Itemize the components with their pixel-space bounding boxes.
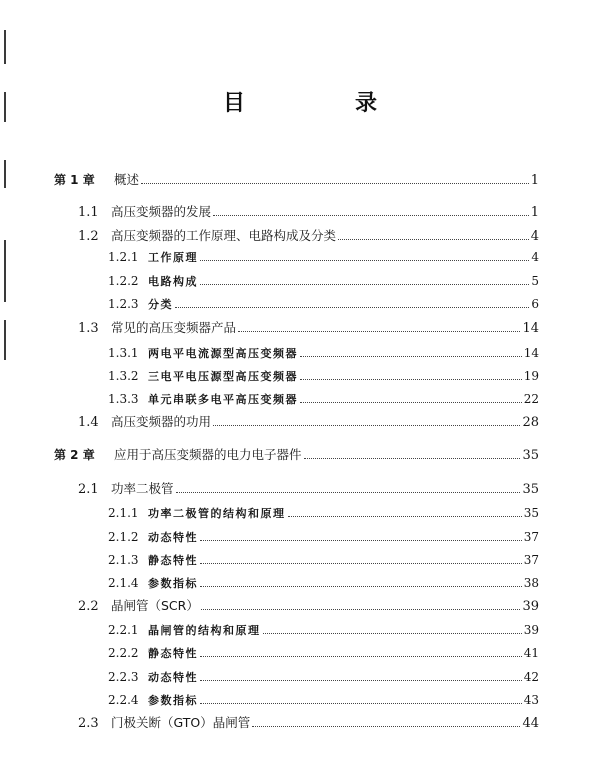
toc-number: 1.3.2 xyxy=(108,369,139,383)
toc-leader-dots xyxy=(200,284,529,285)
toc-leader-dots xyxy=(213,215,529,216)
toc-label: 功率二极管 xyxy=(111,481,174,496)
toc-label: 功率二极管的结构和原理 xyxy=(148,507,286,520)
toc-entry[interactable] xyxy=(78,226,539,246)
toc-entry[interactable] xyxy=(108,294,539,314)
toc-entry[interactable] xyxy=(108,527,539,547)
toc-page-number: 6 xyxy=(531,297,539,311)
toc-entry[interactable] xyxy=(108,271,539,291)
toc-number: 2.3 xyxy=(78,716,99,731)
toc-number: 第 1 章 xyxy=(54,173,95,187)
toc-leader-dots xyxy=(141,183,529,184)
toc-leader-dots xyxy=(288,516,522,517)
toc-number: 1.3.1 xyxy=(108,346,139,360)
toc-label: 常见的高压变频器产品 xyxy=(111,320,237,335)
toc-page-number: 37 xyxy=(523,553,539,567)
toc-entry[interactable] xyxy=(78,318,539,338)
toc-number: 2.1.3 xyxy=(108,553,139,567)
toc-page-number: 4 xyxy=(530,229,539,244)
toc-label: 动态特性 xyxy=(148,671,198,684)
toc-label: 静态特性 xyxy=(148,647,198,660)
toc-label: 电路构成 xyxy=(148,275,198,288)
toc-page-number: 42 xyxy=(523,670,539,684)
toc-entry[interactable] xyxy=(78,596,539,616)
toc-number: 1.1 xyxy=(78,205,99,220)
toc-leader-dots xyxy=(300,402,522,403)
toc-page-number: 1 xyxy=(530,205,539,220)
toc-leader-dots xyxy=(176,492,521,493)
scan-mark xyxy=(4,160,6,188)
toc-label: 动态特性 xyxy=(148,531,198,544)
toc-label: 高压变频器的工作原理、电路构成及分类 xyxy=(111,228,337,243)
toc-leader-dots xyxy=(252,726,520,727)
toc-page-number: 41 xyxy=(523,646,539,660)
toc-number: 1.3 xyxy=(78,321,99,336)
toc-leader-dots xyxy=(200,260,529,261)
toc-page-number: 35 xyxy=(522,482,539,497)
toc-page-number: 5 xyxy=(531,274,539,288)
toc-leader-dots xyxy=(238,331,520,332)
toc-number: 2.1.1 xyxy=(108,506,139,520)
toc-number: 2.2 xyxy=(78,599,99,614)
toc-number: 2.2.1 xyxy=(108,623,139,637)
toc-entry[interactable] xyxy=(54,170,539,190)
toc-label: 高压变频器的发展 xyxy=(111,204,212,219)
toc-page-number: 38 xyxy=(523,576,539,590)
toc-page-number: 1 xyxy=(530,173,539,188)
toc-label: 两电平电流源型高压变频器 xyxy=(148,347,298,360)
scan-mark xyxy=(4,30,6,64)
toc-leader-dots xyxy=(200,586,522,587)
toc-leader-dots xyxy=(201,609,521,610)
toc-number: 1.4 xyxy=(78,415,99,430)
toc-leader-dots xyxy=(200,563,522,564)
toc-number: 1.2.1 xyxy=(108,250,139,264)
toc-entry[interactable] xyxy=(108,343,539,363)
toc-number: 2.1.4 xyxy=(108,576,139,590)
toc-number: 2.2.3 xyxy=(108,670,139,684)
toc-entry[interactable] xyxy=(108,366,539,386)
toc-label: 参数指标 xyxy=(148,577,198,590)
toc-number: 第 2 章 xyxy=(54,448,95,462)
toc-entry[interactable] xyxy=(78,202,539,222)
toc-label: 分类 xyxy=(148,298,173,311)
toc-label: 参数指标 xyxy=(148,694,198,707)
toc-leader-dots xyxy=(200,656,522,657)
toc-entry[interactable] xyxy=(108,389,539,409)
toc-number: 2.2.4 xyxy=(108,693,139,707)
scan-mark xyxy=(4,320,6,360)
toc-page-number: 35 xyxy=(523,506,539,520)
toc-label: 高压变频器的功用 xyxy=(111,414,212,429)
toc-leader-dots xyxy=(300,379,522,380)
toc-leader-dots xyxy=(200,680,522,681)
toc-label: 工作原理 xyxy=(148,251,198,264)
scan-mark xyxy=(4,240,6,302)
toc-label: 应用于高压变频器的电力电子器件 xyxy=(114,447,302,462)
toc-leader-dots xyxy=(263,633,522,634)
toc-page-number: 19 xyxy=(523,369,539,383)
toc-page-number: 37 xyxy=(523,530,539,544)
toc-page-number: 44 xyxy=(522,716,539,731)
toc-number: 2.1.2 xyxy=(108,530,139,544)
toc-entry[interactable] xyxy=(54,445,539,465)
toc-page-number: 14 xyxy=(523,346,539,360)
toc-leader-dots xyxy=(200,540,522,541)
toc-page-number: 43 xyxy=(523,693,539,707)
toc-entry[interactable] xyxy=(108,620,539,640)
toc-label: 晶闸管（SCR） xyxy=(111,598,199,613)
toc-entry[interactable] xyxy=(108,550,539,570)
toc-number: 1.2.3 xyxy=(108,297,139,311)
toc-label: 静态特性 xyxy=(148,554,198,567)
toc-entry[interactable] xyxy=(108,503,539,523)
toc-entry[interactable] xyxy=(108,667,539,687)
toc-page-number: 4 xyxy=(531,250,539,264)
toc-leader-dots xyxy=(200,703,522,704)
toc-label: 晶闸管的结构和原理 xyxy=(148,624,261,637)
page-title: 目 录 xyxy=(222,91,421,116)
toc-label: 三电平电压源型高压变频器 xyxy=(148,370,298,383)
toc-entry[interactable] xyxy=(108,690,539,710)
toc-number: 2.1 xyxy=(78,482,99,497)
toc-leader-dots xyxy=(304,458,521,459)
toc-entry[interactable] xyxy=(108,643,539,663)
toc-page-number: 28 xyxy=(522,415,539,430)
toc-entry[interactable] xyxy=(78,479,539,499)
toc-number: 1.3.3 xyxy=(108,392,139,406)
toc-label: 单元串联多电平高压变频器 xyxy=(148,393,298,406)
toc-leader-dots xyxy=(213,425,520,426)
toc-label: 概述 xyxy=(114,172,140,187)
toc-leader-dots xyxy=(338,239,529,240)
toc-entry[interactable] xyxy=(108,573,539,593)
toc-number: 2.2.2 xyxy=(108,646,139,660)
toc-number: 1.2 xyxy=(78,229,99,244)
toc-entry[interactable] xyxy=(108,247,539,267)
toc-page-number: 39 xyxy=(522,599,539,614)
toc-number: 1.2.2 xyxy=(108,274,139,288)
toc-page-number: 35 xyxy=(522,448,539,463)
toc-label: 门极关断（GTO）晶闸管 xyxy=(111,715,251,730)
toc-page-number: 14 xyxy=(522,321,539,336)
toc-entry[interactable] xyxy=(78,412,539,432)
toc-page-number: 22 xyxy=(523,392,539,406)
toc-entry[interactable] xyxy=(78,713,539,733)
toc-leader-dots xyxy=(300,356,522,357)
toc-leader-dots xyxy=(175,307,529,308)
toc-page-number: 39 xyxy=(523,623,539,637)
